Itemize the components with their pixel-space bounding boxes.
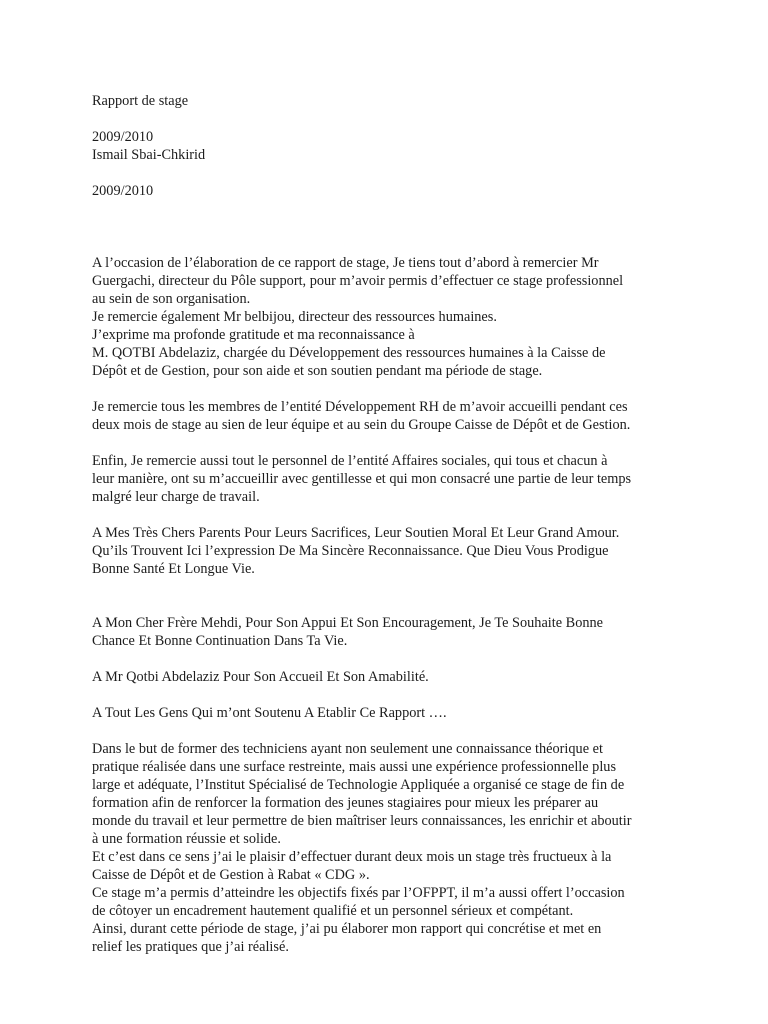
- text-line: relief les pratiques que j’ai réalisé.: [92, 939, 289, 955]
- text-line: à une formation réussie et solide.: [92, 831, 281, 847]
- paragraph-thanks-team: [92, 398, 708, 434]
- text-line: A Mr Qotbi Abdelaziz Pour Son Accueil Et Son Amabilité.: [92, 669, 429, 685]
- paragraph-dedication-parents: [92, 524, 708, 578]
- text-line: Bonne Santé Et Longue Vie.: [92, 561, 255, 577]
- text-line: deux mois de stage au sien de leur équipe et au sein du Groupe Caisse de Dépôt et de Gestion.: [92, 417, 631, 433]
- author-name: Ismail Sbai-Chkirid: [92, 147, 206, 163]
- text-line: A Mon Cher Frère Mehdi, Pour Son Appui Et Son Encouragement, Je Te Souhaite Bonne: [92, 615, 603, 631]
- paragraph-dedication-supervisor: [92, 668, 708, 686]
- text-line: leur manière, ont su m’accueillir avec gentillesse et qui mon consacré une partie de leur temps: [92, 471, 632, 487]
- text-line: large et adéquate, l’Institut Spécialisé de Technologie Appliquée a organisé ce stage de fin de: [92, 777, 625, 793]
- text-line: malgré leur charge de travail.: [92, 489, 260, 505]
- text-line: Je remercie également Mr belbijou, directeur des ressources humaines.: [92, 309, 497, 325]
- paragraph-dedication-brother: [92, 614, 708, 650]
- paragraph-introduction: [92, 740, 708, 956]
- text-line: J’exprime ma profonde gratitude et ma reconnaissance à: [92, 327, 415, 343]
- paragraph-dedication-all: [92, 704, 708, 722]
- text-line: Dans le but de former des techniciens ayant non seulement une connaissance théorique et: [92, 741, 603, 757]
- paragraph-thanks-management: [92, 254, 708, 380]
- text-line: Dépôt et de Gestion, pour son aide et son soutien pendant ma période de stage.: [92, 363, 543, 379]
- text-line: de côtoyer un encadrement hautement qualifié et un personnel sérieux et compétant.: [92, 903, 574, 919]
- text-line: monde du travail et leur permettre de bien maîtriser leurs connaissances, les enrichir et aboutir: [92, 813, 632, 829]
- text-line: pratique réalisée dans une surface restreinte, mais aussi une expérience professionnelle plus: [92, 759, 617, 775]
- text-line: Chance Et Bonne Continuation Dans Ta Vie.: [92, 633, 348, 649]
- document-title: Rapport de stage: [92, 93, 189, 109]
- text-line: M. QOTBI Abdelaziz, chargée du Développement des ressources humaines à la Caisse de: [92, 345, 606, 361]
- academic-year: 2009/2010: [92, 129, 154, 145]
- header-block: [92, 92, 708, 200]
- text-line: A Tout Les Gens Qui m’ont Soutenu A Etablir Ce Rapport ….: [92, 705, 447, 721]
- text-line: Guergachi, directeur du Pôle support, pour m’avoir permis d’effectuer ce stage professionnel: [92, 273, 624, 289]
- text-line: Caisse de Dépôt et de Gestion à Rabat « CDG ».: [92, 867, 370, 883]
- text-line: au sein de son organisation.: [92, 291, 251, 307]
- text-line: A l’occasion de l’élaboration de ce rapport de stage, Je tiens tout d’abord à remercier Mr: [92, 255, 599, 271]
- text-line: Je remercie tous les membres de l’entité Développement RH de m’avoir accueilli pendant ces: [92, 399, 628, 415]
- text-line: Ainsi, durant cette période de stage, j’ai pu élaborer mon rapport qui concrétise et met en: [92, 921, 602, 937]
- text-line: formation afin de renforcer la formation des jeunes stagiaires pour mieux les préparer au: [92, 795, 599, 811]
- text-line: Et c’est dans ce sens j’ai le plaisir d’effectuer durant deux mois un stage très fructueux à la: [92, 849, 612, 865]
- paragraph-thanks-staff: [92, 452, 708, 506]
- text-line: Enfin, Je remercie aussi tout le personnel de l’entité Affaires sociales, qui tous et chacun à: [92, 453, 608, 469]
- text-line: Qu’ils Trouvent Ici l’expression De Ma Sincère Reconnaissance. Que Dieu Vous Prodigue: [92, 543, 609, 559]
- text-line: Ce stage m’a permis d’atteindre les objectifs fixés par l’OFPPT, il m’a aussi offert l’occasion: [92, 885, 625, 901]
- academic-year-repeat: 2009/2010: [92, 183, 154, 199]
- text-line: A Mes Très Chers Parents Pour Leurs Sacrifices, Leur Soutien Moral Et Leur Grand Amour.: [92, 525, 620, 541]
